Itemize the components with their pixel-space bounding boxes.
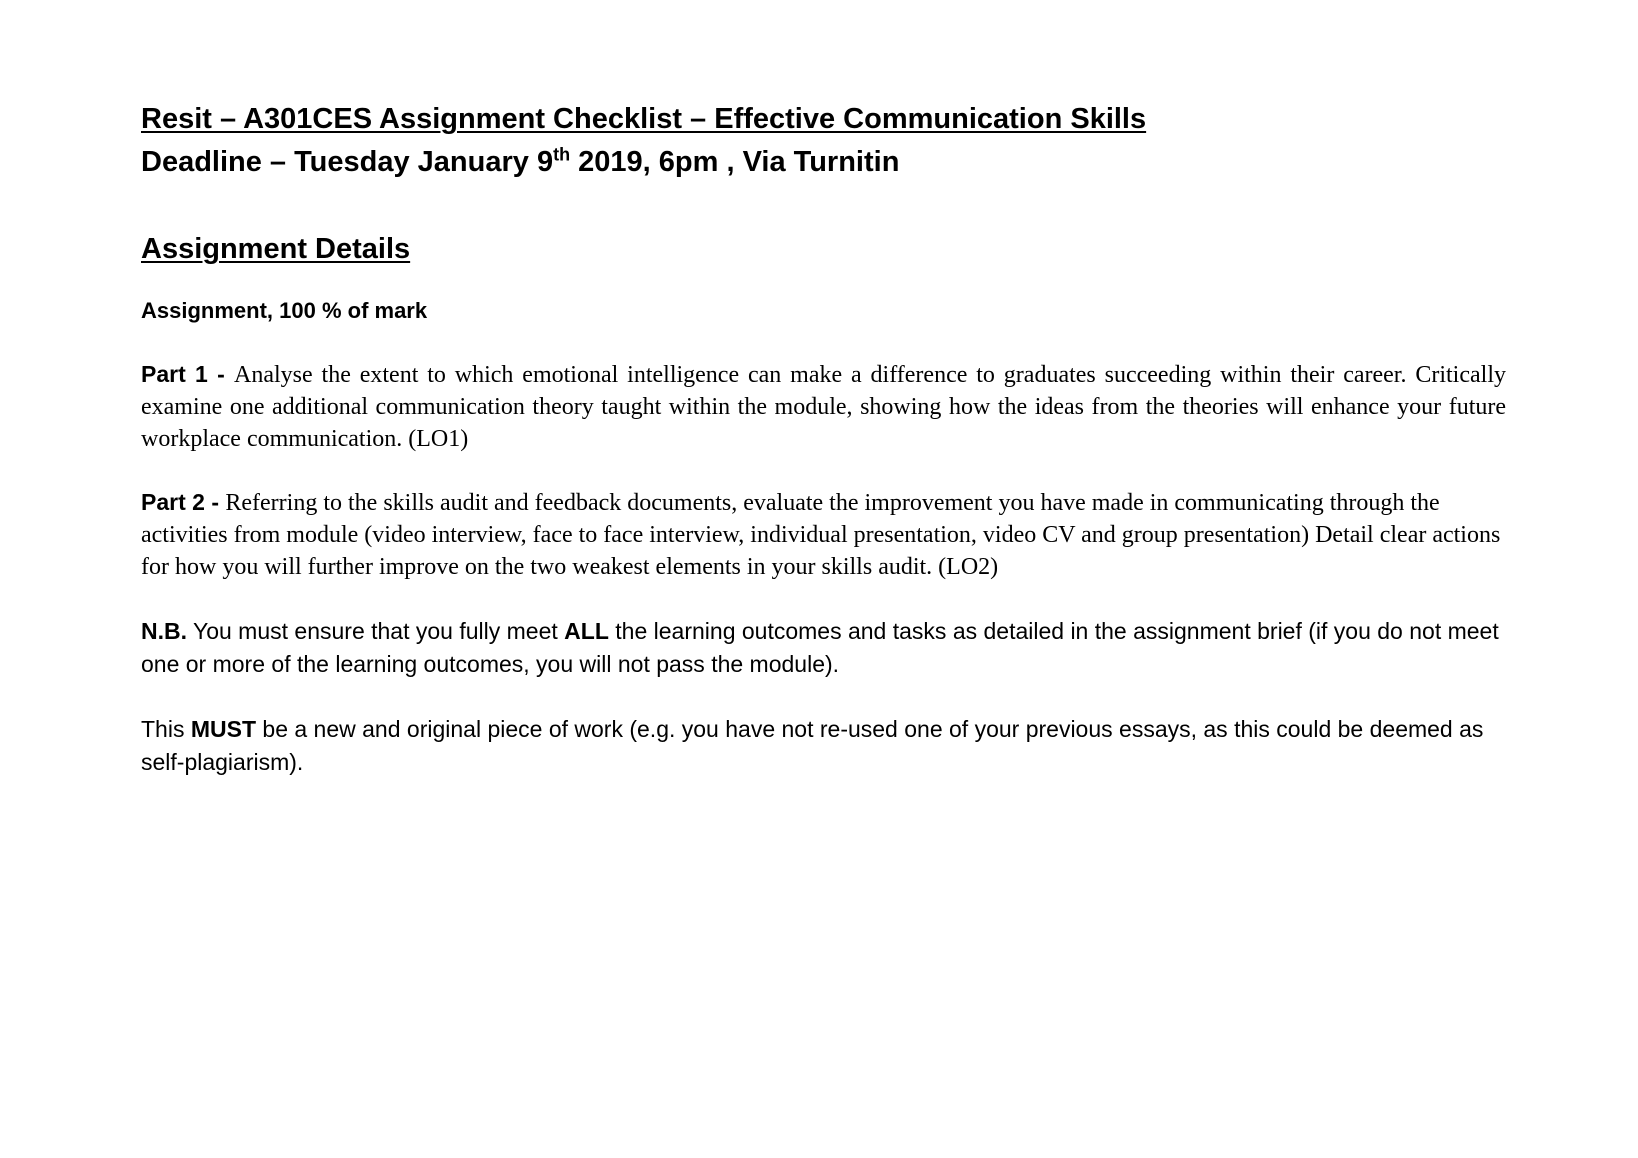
part-2-label: Part 2 - [141, 489, 226, 515]
part-2-text: Referring to the skills audit and feedback documents, evaluate the improvement you have made in communicating through the activities from module (video interview, face to face interview, individual presentation, video CV and group presentation) Detail clear actions for how you will further improve on the two weakest elements in your skills audit. (LO2) [141, 490, 1501, 580]
part-1-label: Part 1 - [141, 361, 234, 387]
nb-label: N.B. [141, 618, 187, 644]
deadline-suffix: 2019, 6pm , Via Turnitin [570, 146, 900, 178]
originality-paragraph [141, 713, 1506, 779]
deadline-ordinal: th [553, 144, 571, 165]
part-1-paragraph [141, 359, 1506, 455]
deadline-prefix: Deadline – Tuesday January 9 [141, 146, 554, 178]
nb-text-2: the learning outcomes and tasks as detailed in the assignment brief (if you do not meet one or more of the learning outcomes, you will not pass the module). [141, 618, 1499, 677]
nb-paragraph [141, 615, 1506, 681]
originality-bold-must: MUST [190, 716, 257, 742]
document-title: Resit – A301CES Assignment Checklist – Effective Communication Skills [141, 103, 1147, 135]
nb-text-1: You must ensure that you fully meet [187, 618, 565, 644]
section-heading-assignment-details: Assignment Details [141, 233, 411, 265]
nb-bold-all: ALL [564, 618, 609, 644]
originality-text-2: be a new and original piece of work (e.g. you have not re-used one of your previous essays, as this could be deemed as self-plagiarism). [141, 716, 1484, 775]
part-1-text: Analyse the extent to which emotional intelligence can make a difference to graduates succeeding within their career. Critically examine one additional communication theory taught within the module, showing how the ideas from the theories will enhance your future workplace communication. (LO1) [141, 362, 1506, 452]
mark-weighting: Assignment, 100 % of mark [141, 298, 428, 323]
deadline-line [141, 141, 1506, 184]
originality-text-1: This [141, 716, 191, 742]
part-2-paragraph [141, 487, 1506, 583]
document-page [141, 98, 1506, 779]
